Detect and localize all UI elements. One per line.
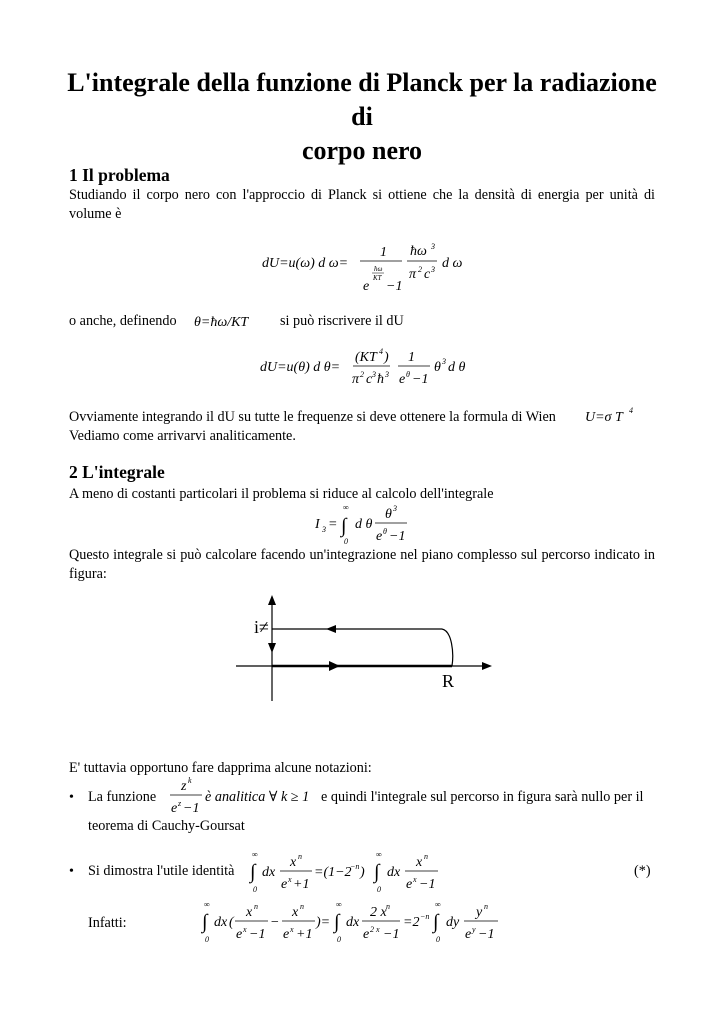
svg-text:−n: −n — [420, 912, 430, 921]
svg-text:=(1−2: =(1−2 — [314, 865, 352, 880]
svg-text:3: 3 — [442, 357, 446, 366]
svg-text:∫: ∫ — [250, 861, 256, 883]
svg-text:): ) — [384, 350, 389, 365]
svg-text:KT: KT — [373, 274, 382, 282]
svg-text:x: x — [290, 855, 297, 870]
bullet-2-marker: • — [69, 864, 74, 879]
svg-text:∫: ∫ — [433, 911, 439, 933]
svg-text:x: x — [246, 905, 253, 920]
svg-text:∞: ∞ — [252, 850, 258, 859]
svg-text:x: x — [243, 925, 247, 934]
svg-text:(KT: (KT — [355, 350, 377, 365]
svg-text:0: 0 — [344, 537, 348, 546]
figure-label-r: R — [442, 671, 455, 691]
svg-text:4: 4 — [379, 347, 383, 356]
svg-text:3: 3 — [372, 370, 376, 379]
svg-text:d ω: d ω — [442, 256, 463, 271]
svg-text:x: x — [416, 855, 423, 870]
equation-tag: (*) — [634, 863, 651, 879]
svg-text:): ) — [360, 865, 365, 880]
svg-text:∫: ∫ — [374, 861, 380, 883]
svg-text:e: e — [465, 927, 472, 942]
bullet-1-before: La funzione — [88, 789, 157, 805]
bullet-2-text: Si dimostra l'utile identità — [88, 863, 235, 879]
svg-text:I: I — [315, 517, 320, 532]
title-line-1: L'integrale della funzione di Planck per la radiazione di — [67, 68, 657, 131]
section-1-paragraph-3-line-1: Ovviamente integrando il dU su tutte le frequenze si deve ottenere la formula di Wien — [69, 409, 556, 425]
svg-text:(: ( — [229, 915, 234, 930]
svg-text:dU=u(θ) d θ=: dU=u(θ) d θ= — [260, 360, 341, 375]
svg-text:e: e — [406, 877, 413, 892]
equation-theta-def — [194, 310, 274, 337]
svg-text:x: x — [290, 925, 294, 934]
svg-text:∫: ∫ — [341, 515, 347, 537]
equation-i3 — [315, 500, 425, 551]
svg-text:z: z — [178, 799, 182, 808]
svg-text:3: 3 — [385, 370, 389, 379]
svg-text:c: c — [424, 267, 431, 282]
equation-wien — [585, 403, 655, 430]
svg-text:U=σ T: U=σ T — [585, 410, 623, 425]
svg-text:d θ: d θ — [355, 517, 373, 532]
paragraph-2-after: si può riscrivere il dU — [280, 313, 404, 329]
svg-text:2: 2 — [418, 265, 422, 274]
equation-infatti — [200, 899, 510, 952]
bullet-1-mid: è analitica ∀ k ≥ 1 — [205, 789, 310, 805]
svg-text:dx: dx — [346, 915, 360, 930]
svg-text:∫: ∫ — [334, 911, 340, 933]
svg-text:0: 0 — [253, 885, 257, 894]
svg-text:=: = — [328, 517, 338, 532]
equation-zk-fraction — [168, 772, 208, 823]
svg-text:e: e — [171, 801, 178, 816]
contour-figure — [230, 593, 500, 713]
svg-text:3: 3 — [431, 242, 435, 251]
svg-text:π: π — [409, 267, 417, 282]
equation-du-theta — [260, 345, 480, 395]
section-1-paragraph-2 — [69, 312, 177, 331]
svg-text:e: e — [283, 927, 290, 942]
svg-text:2: 2 — [360, 370, 364, 379]
svg-text:0: 0 — [436, 935, 440, 944]
svg-text:−: − — [270, 915, 280, 930]
svg-text:θ: θ — [406, 370, 410, 379]
svg-text:=2: =2 — [403, 915, 420, 930]
svg-text:0: 0 — [337, 935, 341, 944]
svg-text:π: π — [352, 372, 360, 387]
svg-text:θ=ħω/KT: θ=ħω/KT — [194, 315, 249, 330]
svg-text:y: y — [472, 925, 476, 934]
svg-text:dx: dx — [214, 915, 228, 930]
svg-text:ħω: ħω — [410, 244, 427, 259]
infatti-label: Infatti: — [88, 915, 127, 931]
svg-text:d θ: d θ — [448, 360, 466, 375]
svg-text:x: x — [292, 905, 299, 920]
svg-text:∞: ∞ — [435, 900, 441, 909]
svg-text:−1: −1 — [419, 877, 436, 892]
svg-text:x: x — [288, 875, 292, 884]
svg-text:c: c — [366, 372, 373, 387]
svg-text:0: 0 — [377, 885, 381, 894]
section-2-paragraph-3: E' tuttavia opportuno fare dapprima alcune notazioni: — [69, 760, 372, 776]
bullet-1-after: e quindi l'integrale sul percorso in figura sarà nullo per il — [321, 789, 644, 805]
document-title — [60, 66, 664, 168]
svg-text:θ: θ — [434, 360, 441, 375]
svg-text:n: n — [254, 902, 258, 911]
svg-text:e: e — [399, 372, 406, 387]
svg-text:n: n — [386, 902, 390, 911]
svg-text:4: 4 — [629, 406, 633, 415]
svg-text:∞: ∞ — [336, 900, 342, 909]
svg-text:−1: −1 — [383, 927, 400, 942]
section-1-heading: 1 Il problema — [69, 165, 170, 185]
svg-text:−1: −1 — [249, 927, 266, 942]
section-1-paragraph-1: Studiando il corpo nero con l'approccio di Planck si ottiene che la densità di energia per unità di volume è — [69, 187, 655, 222]
svg-text:dx: dx — [262, 865, 276, 880]
svg-text:+1: +1 — [296, 927, 313, 942]
svg-text:n: n — [484, 902, 488, 911]
svg-text:y: y — [476, 905, 483, 920]
svg-text:−1: −1 — [478, 927, 495, 942]
title-line-2: corpo nero — [301, 136, 423, 165]
svg-text:∫: ∫ — [202, 911, 208, 933]
svg-text:+1: +1 — [293, 877, 310, 892]
svg-text:n: n — [298, 852, 302, 861]
svg-text:θ: θ — [385, 507, 392, 522]
equation-du-omega — [262, 238, 482, 303]
svg-text:∞: ∞ — [343, 503, 349, 512]
section-2-paragraph-2: Questo integrale si può calcolare facendo un'integrazione nel piano complesso sul percorso indicato in figura: — [69, 547, 655, 582]
svg-text:3: 3 — [322, 525, 326, 534]
svg-text:n: n — [300, 902, 304, 911]
svg-text:∞: ∞ — [376, 850, 382, 859]
svg-text:−1: −1 — [183, 801, 200, 816]
svg-text:e: e — [376, 529, 383, 544]
svg-text:ħ: ħ — [377, 372, 384, 387]
svg-text:ħω: ħω — [374, 265, 383, 273]
section-2-paragraph-1: A meno di costanti particolari il problema si riduce al calcolo dell'integrale — [69, 486, 494, 502]
section-1-paragraph-3-line-2: Vediamo come arrivarvi analiticamente. — [69, 428, 296, 444]
equation-identity — [248, 849, 448, 900]
bullet-1-marker: • — [69, 790, 74, 805]
svg-text:2 x: 2 x — [370, 925, 380, 934]
svg-text:θ: θ — [383, 527, 387, 536]
svg-text:dy: dy — [446, 915, 460, 930]
svg-text:x: x — [413, 875, 417, 884]
svg-text:dU=u(ω) d ω=: dU=u(ω) d ω= — [262, 256, 349, 271]
svg-text:dx: dx — [387, 865, 401, 880]
svg-text:1: 1 — [408, 350, 415, 365]
svg-text:e: e — [236, 927, 243, 942]
svg-text:3: 3 — [393, 504, 397, 513]
svg-text:−n: −n — [350, 862, 360, 871]
svg-text:0: 0 — [205, 935, 209, 944]
svg-text:−1: −1 — [412, 372, 429, 387]
svg-text:z: z — [181, 779, 187, 794]
bullet-1-line-2: teorema di Cauchy-Goursat — [88, 818, 245, 834]
svg-text:e: e — [281, 877, 288, 892]
svg-text:e: e — [363, 279, 370, 294]
svg-text:e: e — [363, 927, 370, 942]
svg-text:)=: )= — [316, 915, 331, 930]
svg-text:3: 3 — [431, 265, 435, 274]
svg-text:2 x: 2 x — [370, 905, 387, 920]
svg-text:1: 1 — [380, 245, 387, 260]
section-2-heading: 2 L'integrale — [69, 462, 165, 482]
svg-text:∞: ∞ — [204, 900, 210, 909]
svg-text:n: n — [424, 852, 428, 861]
svg-text:−1: −1 — [386, 279, 403, 294]
paragraph-2-before: o anche, definendo — [69, 313, 177, 329]
figure-label-i: i≠ — [254, 617, 269, 637]
svg-text:−1: −1 — [389, 529, 406, 544]
svg-text:k: k — [188, 776, 192, 785]
